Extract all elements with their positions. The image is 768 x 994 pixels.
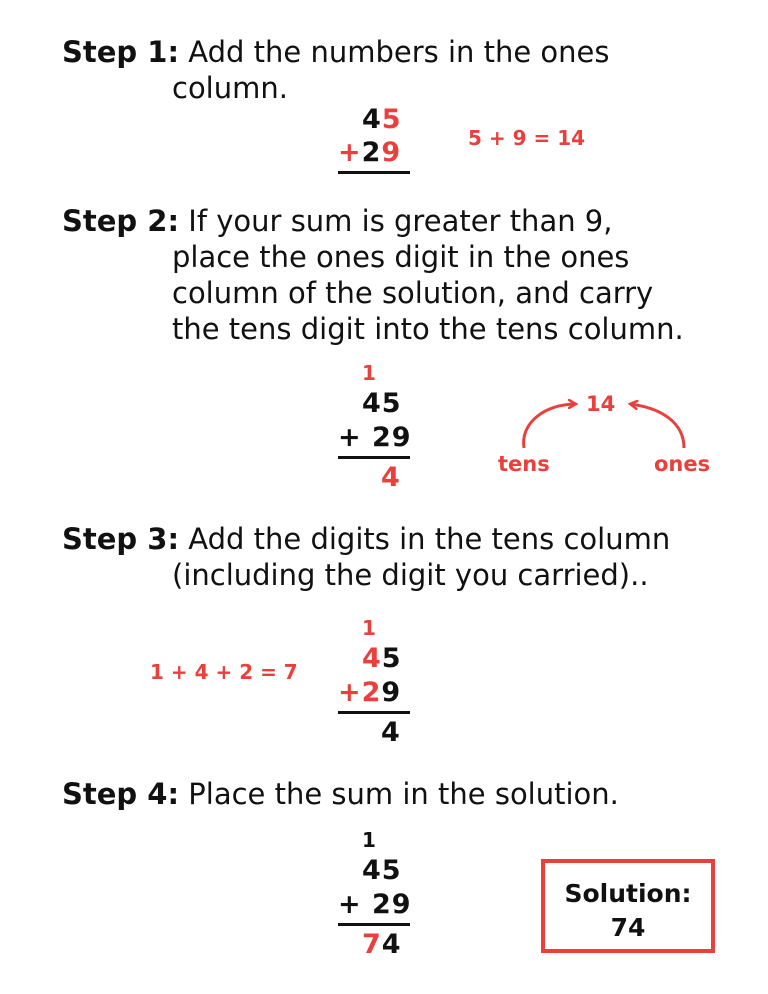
step2-line3: column of the solution, and carry [172, 276, 654, 310]
step3-bottom-tens: 2 [361, 677, 382, 708]
ones-arrow [630, 404, 684, 448]
step1-plus: + [338, 137, 362, 168]
step3-top-tens: 4 [362, 643, 382, 674]
step2-label: Step 2: [62, 204, 180, 238]
step3-sum-line [338, 711, 410, 714]
step4-bottom-number: + 29 [338, 889, 412, 920]
step4-result-tens: 7 [362, 929, 382, 960]
solution-value: 74 [610, 913, 646, 942]
step1-line1: Add the numbers in the ones [188, 35, 610, 69]
step3-line1: Add the digits in the tens column [188, 522, 671, 556]
step3-instruction [62, 521, 670, 557]
step2-line1: If your sum is greater than 9, [188, 204, 613, 238]
step1-top-tens: 4 [362, 104, 382, 135]
step1-instruction [62, 34, 610, 70]
step1-equation: 5 + 9 = 14 [468, 126, 586, 150]
step1-bottom-tens: 2 [361, 137, 382, 168]
step4-sum-line [338, 923, 410, 926]
step3-bottom-number [338, 678, 401, 708]
step1-label: Step 1: [62, 35, 180, 69]
step1-sum-line [338, 171, 410, 174]
solution-label: Solution: [564, 879, 692, 908]
tens-arrow [524, 404, 576, 448]
solution-box [541, 859, 715, 953]
step2-line2: place the ones digit in the ones [172, 240, 630, 274]
step3-carry-digit: 1 [362, 616, 376, 640]
step2-sum-line [338, 456, 410, 459]
step1-top-ones: 5 [381, 104, 402, 135]
step3-bottom-ones: 9 [381, 677, 402, 708]
step2-top-number: 45 [362, 388, 402, 419]
step3-line2: (including the digit you carried).. [172, 558, 649, 592]
step4-label: Step 4: [62, 777, 180, 811]
step1-bottom-ones: 9 [381, 137, 402, 168]
step1-line2: column. [172, 71, 288, 105]
step4-instruction [62, 776, 619, 812]
step3-result-digit: 4 [381, 717, 401, 748]
step4-result-ones: 4 [381, 929, 402, 960]
step4-result-number [362, 930, 402, 960]
step4-carry-digit: 1 [362, 828, 376, 852]
step4-top-number: 45 [362, 855, 402, 886]
step3-top-ones: 5 [381, 643, 402, 674]
step2-instruction [62, 203, 612, 239]
step2-bottom-number: + 29 [338, 422, 412, 453]
step3-label: Step 3: [62, 522, 180, 556]
step2-result-digit: 4 [381, 462, 401, 493]
step4-line1: Place the sum in the solution. [188, 777, 619, 811]
step2-carry-digit: 1 [362, 361, 376, 385]
step3-equation: 1 + 4 + 2 = 7 [150, 660, 298, 684]
step3-plus: + [338, 677, 362, 708]
step2-ones-label: ones [654, 452, 711, 476]
step1-top-number [362, 105, 402, 135]
step2-tens-label: tens [498, 452, 550, 476]
step1-bottom-number [338, 138, 401, 168]
step3-top-number [362, 644, 402, 674]
step2-line4: the tens digit into the tens column. [172, 312, 684, 346]
step2-sum: 14 [586, 392, 616, 416]
